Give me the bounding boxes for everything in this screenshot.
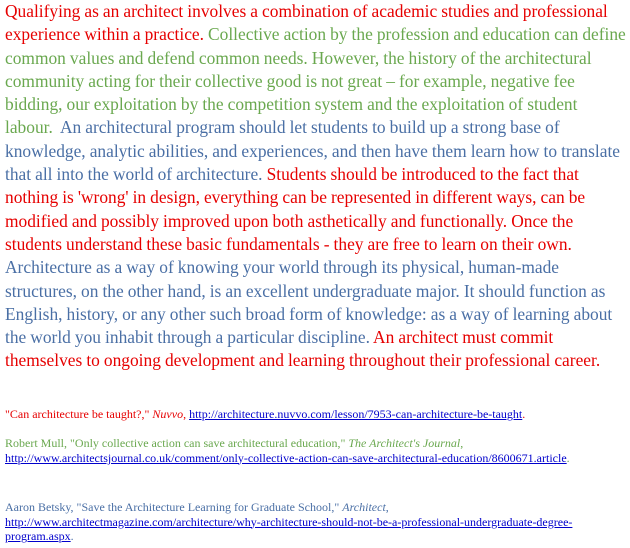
reference-2-source: The Architect's Journal [348,436,461,450]
sentence-way-of-knowing: Architecture as a way of knowing your world through its physical, human-made structures, on the other hand, is an excellent undergraduate major. It should function as English, history, or any other such broad form of knowledge: as a way of learning about the world you inhabit through a particular discipline. [5,257,613,348]
reference-1-link[interactable]: http://architecture.nuvvo.com/lesson/7953-can-architecture-be-taught [189,407,523,421]
sentence-commit: An architect must commit themselves to ongoing development and learning throughout their professional career. [5,327,601,371]
reference-1-source: Nuvvo [152,407,184,421]
reference-2 [5,436,630,465]
reference-3-end: . [70,529,74,544]
reference-1-sep: , [183,407,190,421]
reference-1-prefix: "Can architecture be taught?," [5,407,153,421]
sentence-program: An architectural program should let students to build up a strong base of knowledge, analytic abilities, and experiences, and then have them learn how to translate that all into the world of architecture. [5,117,620,185]
sentence-qualifying: Qualifying as an architect involves a combination of academic studies and professional experience within a practice. [5,1,608,45]
reference-3-source: Architect [342,500,386,514]
reference-3 [5,500,630,544]
reference-2-end: . [566,450,570,465]
main-paragraph [5,0,627,373]
reference-2-link[interactable]: http://www.architectsjournal.co.uk/comment/only-collective-action-can-save-architectural-education/8600671.article [5,450,567,465]
reference-1-end: . [522,407,526,421]
sentence-nothing-wrong: Students should be introduced to the fact that nothing is 'wrong' in design, everything can be represented in different ways, can be modified and possibly improved upon both asthetically and functionally. Once the students understand these basic fundamentals - they are free to learn on their own. [5,164,586,254]
reference-3-prefix: Aaron Betsky, "Save the Architecture Learning for Graduate School," [5,500,343,514]
reference-3-link[interactable]: http://www.architectmagazine.com/architecture/why-architecture-should-not-be-a-professional-undergraduate-degree-program.aspx [5,514,573,544]
reference-2-sep: , [460,436,464,450]
reference-2-prefix: Robert Mull, "Only collective action can save architectural education," [5,436,349,450]
reference-3-sep: , [385,500,389,514]
reference-1 [5,407,630,422]
sentence-collective-action: Collective action by the profession and education can define common values and defend common needs. However, the history of the architectural community acting for their collective good is not great – for example, negative fee bidding, our exploitation by the competition system and the exploitation of student labour. [5,24,626,138]
